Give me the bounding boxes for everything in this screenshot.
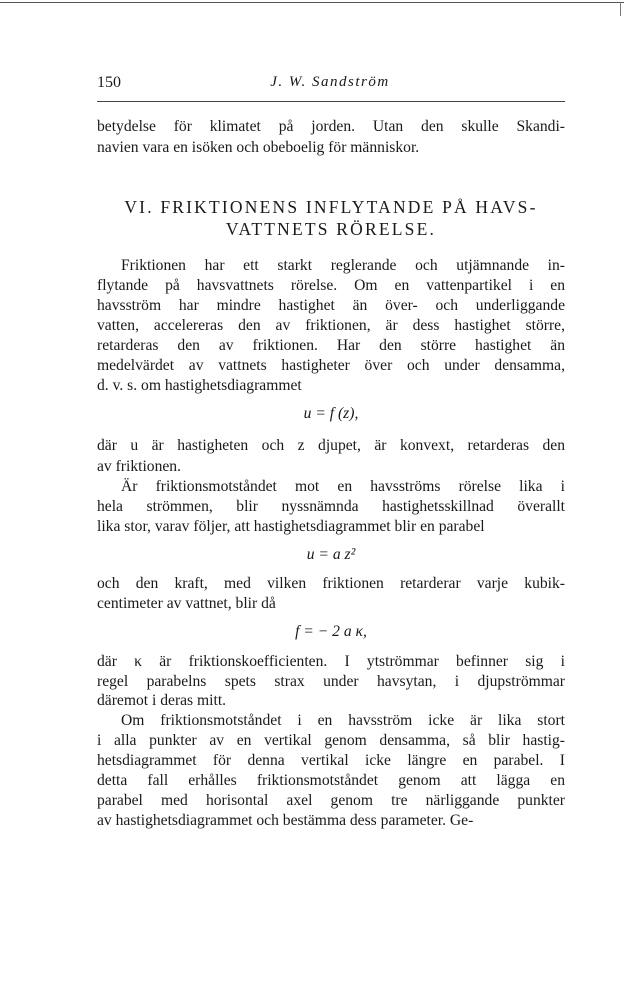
header-rule <box>97 101 565 102</box>
text-line: däremot i deras mitt. <box>97 692 227 709</box>
text-line: Friktionen har ett starkt reglerande och utjämnande in- <box>121 257 565 274</box>
section-heading-line-2: VATTNETS RÖRELSE. <box>225 219 437 239</box>
equation-u-az2: u = a z² <box>306 546 356 563</box>
running-title: J. W. Sandström <box>270 74 390 90</box>
text-line: Om friktionsmotståndet i en havsström icke är lika stort <box>121 712 565 729</box>
text-line: vatten, accelereras den av friktionen, är dess hastighet större, <box>97 317 565 334</box>
page-number: 150 <box>97 74 121 91</box>
text-line: medelvärdet av vattnets hastigheter över och under densamma, <box>97 357 565 374</box>
text-line: av hastighetsdiagrammet och bestämma dess parameter. Ge- <box>97 812 474 829</box>
text-line: detta fall erhålles friktionsmotståndet genom att lägga en <box>97 772 565 789</box>
text-line: där κ är friktionskoefficienten. I ytströmmar befinner sig i <box>97 653 565 670</box>
section-heading-line-1: VI. FRIKTIONENS INFLYTANDE PÅ HAVS- <box>124 197 538 217</box>
equation-u-f-z: u = f (z), <box>303 405 359 422</box>
text-line: d. v. s. om hastighetsdiagrammet <box>97 377 302 394</box>
text-line: regel parabelns spets strax under havsytan, i djupströmmar <box>97 673 565 690</box>
text-line: parabel med horisontal axel genom tre närliggande punkter <box>97 792 565 809</box>
text-line: och den kraft, med vilken friktionen retarderar varje kubik- <box>97 575 565 592</box>
scan-side-edge <box>620 2 621 16</box>
text-line: Är friktionsmotståndet mot en havsströms rörelse lika i <box>121 478 565 495</box>
text-line: flytande på havsvattnets rörelse. Om en vattenpartikel i en <box>97 277 565 294</box>
text-line: navien vara en isöken och obeboelig för människor. <box>97 139 420 156</box>
text-line: hela strömmen, blir nyssnämnda hastighetsskillnad överallt <box>97 498 565 515</box>
text-line: i alla punkter av en vertikal genom densamma, så blir hastig- <box>97 732 565 749</box>
text-line: havsström har mindre hastighet än över- och underliggande <box>97 297 565 314</box>
text-line: av friktionen. <box>97 458 182 475</box>
text-line: lika stor, varav följer, att hastighetsdiagrammet blir en parabel <box>97 518 485 535</box>
equation-f-2ak: f = − 2 a κ, <box>295 623 367 640</box>
text-line: centimeter av vattnet, blir då <box>97 595 276 612</box>
text-line: retarderas den av friktionen. Har den större hastighet än <box>97 337 565 354</box>
text-line: där u är hastigheten och z djupet, är konvext, retarderas den <box>97 437 565 454</box>
text-line: hetsdiagrammet för denna vertikal icke längre en parabel. I <box>97 752 565 769</box>
text-line: betydelse för klimatet på jorden. Utan den skulle Skandi- <box>97 118 565 135</box>
scan-top-edge <box>0 2 624 3</box>
